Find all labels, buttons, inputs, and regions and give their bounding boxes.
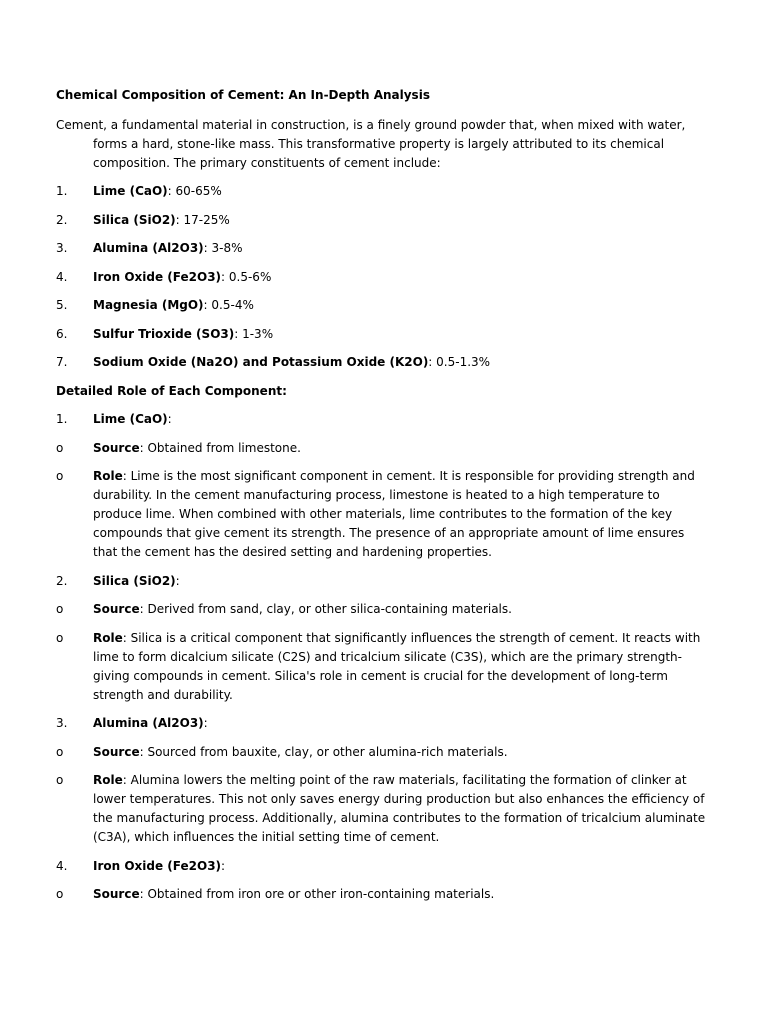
list-number: 1. (56, 184, 68, 198)
component-colon: : (221, 858, 226, 873)
role-label: Role (93, 630, 123, 645)
source-label: Source (93, 887, 140, 901)
source-label: Source (93, 602, 140, 616)
component-name: Alumina (Al2O3) (93, 716, 204, 730)
list-number: 1. (56, 412, 68, 426)
list-item (56, 572, 706, 591)
section-heading: Detailed Role of Each Component: (56, 383, 287, 398)
component-colon: : (175, 573, 180, 588)
constituent-value: : 1-3% (234, 326, 274, 341)
bullet-marker: o (56, 469, 64, 483)
constituent-name: Lime (CaO) (93, 184, 168, 198)
list-number: 2. (56, 212, 68, 227)
list-item (56, 410, 706, 429)
list-number: 3. (56, 716, 68, 730)
list-item (56, 714, 706, 733)
constituent-value: : 60-65% (167, 184, 222, 198)
role-text: : Lime is the most significant component in cement. It is responsible for providing strength and durability. In the cement manufacturing process, limestone is heated to a high temperature to produce lime. When combined with other materials, lime contributes to the formation of the key compounds that give cement its strength. The presence of an appropriate amount of lime ensures that the cement has the desired setting and hardening properties. (93, 469, 695, 559)
constituent-name: Silica (SiO2) (93, 212, 176, 227)
bullet-marker: o (56, 744, 64, 759)
list-item (56, 743, 706, 762)
source-label: Source (93, 440, 140, 455)
constituent-value: : 3-8% (203, 241, 243, 255)
constituent-value: : 17-25% (175, 212, 230, 227)
list-number: 3. (56, 241, 68, 255)
list-item (56, 439, 706, 458)
list-item (56, 467, 706, 562)
list-item (56, 239, 706, 258)
list-item (56, 771, 706, 847)
list-item (56, 629, 706, 705)
source-text: : Derived from sand, clay, or other silica-containing materials. (139, 602, 512, 616)
list-number: 4. (56, 858, 68, 873)
list-item (56, 885, 706, 904)
list-item (56, 211, 706, 230)
component-name: Iron Oxide (Fe2O3) (93, 858, 222, 873)
constituent-name: Alumina (Al2O3) (93, 241, 204, 255)
list-number: 4. (56, 269, 68, 284)
list-item (56, 353, 706, 372)
list-number: 6. (56, 326, 68, 341)
constituent-value: : 0.5-6% (221, 269, 272, 284)
constituent-name: Magnesia (MgO) (93, 298, 204, 312)
component-roles-list (56, 410, 706, 904)
constituent-value: : 0.5-4% (203, 298, 254, 312)
intro-paragraph: Cement, a fundamental material in construction, is a finely ground powder that, when mixed with water, forms a hard, stone-like mass. This transformative property is largely attributed to its chemical composition. The primary constituents of cement include: (56, 118, 686, 170)
constituents-list (56, 182, 706, 372)
bullet-marker: o (56, 630, 64, 645)
document-body (56, 87, 706, 914)
bullet-marker: o (56, 773, 64, 787)
document-title: Chemical Composition of Cement: An In-Depth Analysis (56, 88, 430, 102)
list-item (56, 857, 706, 876)
list-item (56, 600, 706, 619)
role-text: : Silica is a critical component that significantly influences the strength of cement. It reacts with lime to form dicalcium silicate (C2S) and tricalcium silicate (C3S), which are the primary strength-giving compounds in cement. Silica's role in cement is crucial for the development of long-term strength and durability. (93, 630, 701, 702)
list-item (56, 325, 706, 344)
list-number: 5. (56, 298, 68, 312)
list-item (56, 268, 706, 287)
list-number: 7. (56, 355, 68, 369)
source-label: Source (93, 744, 140, 759)
constituent-value: : 0.5-1.3% (428, 355, 491, 369)
bullet-marker: o (56, 440, 64, 455)
role-label: Role (93, 773, 123, 787)
source-text: : Obtained from limestone. (139, 440, 301, 455)
constituent-name: Sodium Oxide (Na2O) and Potassium Oxide (K2O) (93, 355, 429, 369)
role-label: Role (93, 469, 123, 483)
role-text: : Alumina lowers the melting point of the raw materials, facilitating the formation of clinker at lower temperatures. This not only saves energy during production but also enhances the efficiency of the manufacturing process. Additionally, alumina contributes to the formation of tricalcium aluminate (C3A), which influences the initial setting time of cement. (93, 773, 706, 844)
source-text: : Sourced from bauxite, clay, or other alumina-rich materials. (139, 744, 508, 759)
component-colon: : (203, 716, 208, 730)
bullet-marker: o (56, 602, 64, 616)
constituent-name: Iron Oxide (Fe2O3) (93, 269, 222, 284)
list-number: 2. (56, 573, 68, 588)
list-item (56, 296, 706, 315)
component-name: Lime (CaO) (93, 412, 168, 426)
bullet-marker: o (56, 887, 64, 901)
component-colon: : (167, 412, 172, 426)
source-text: : Obtained from iron ore or other iron-containing materials. (139, 887, 495, 901)
component-name: Silica (SiO2) (93, 573, 176, 588)
list-item (56, 182, 706, 201)
constituent-name: Sulfur Trioxide (SO3) (93, 326, 235, 341)
